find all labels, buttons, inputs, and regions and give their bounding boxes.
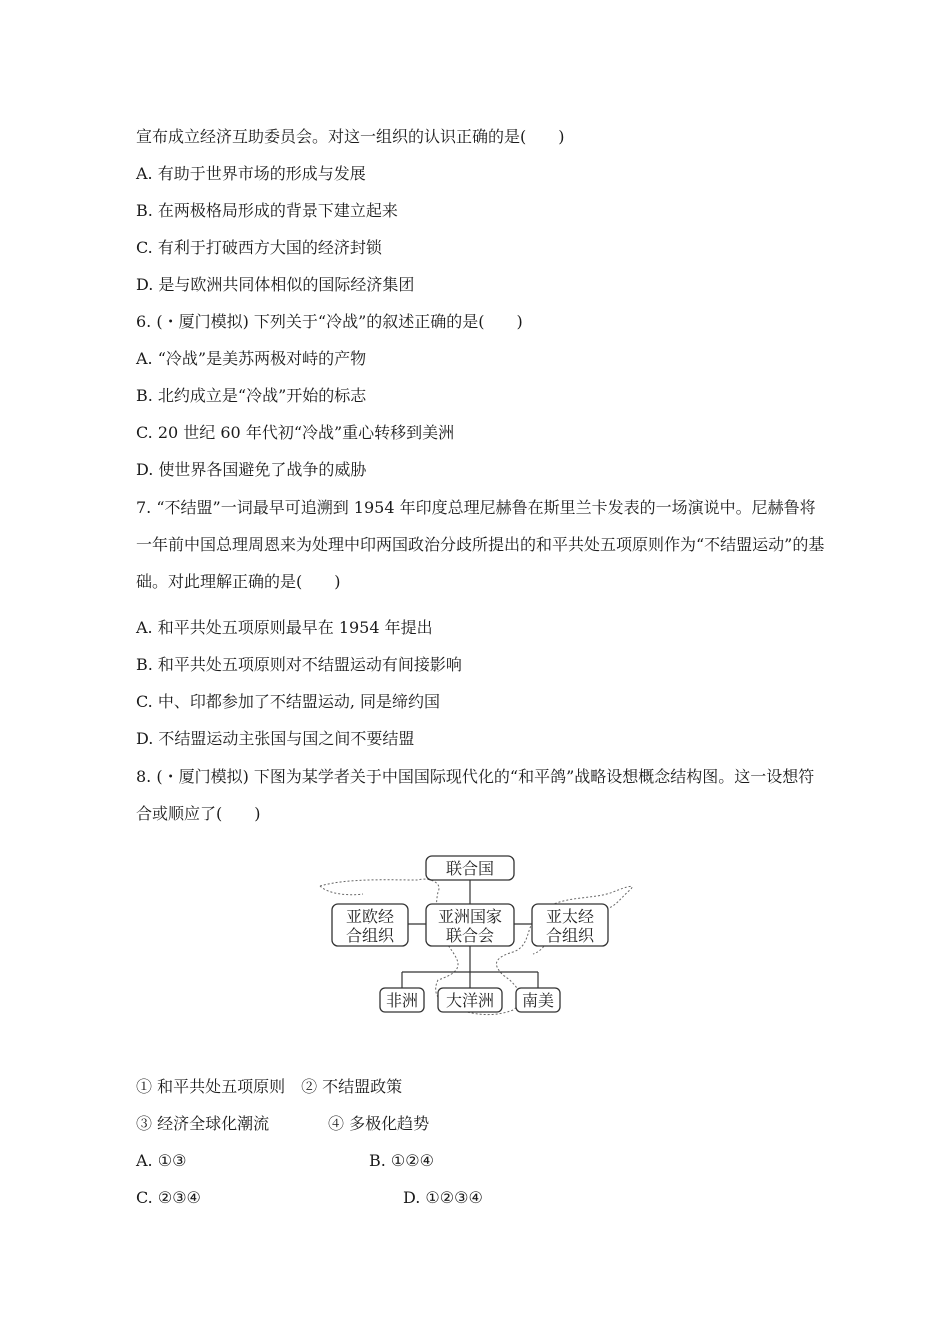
q8-items-line1: ① 和平共处五项原则 ② 不结盟政策 <box>136 1077 403 1096</box>
diagram-oceania: 大洋洲 <box>445 991 495 1010</box>
q7-option-b: B. 和平共处五项原则对不结盟运动有间接影响 <box>136 655 462 674</box>
q7-option-c: C. 中、印都参加了不结盟运动, 同是缔约国 <box>136 692 441 711</box>
q8-option-a: A. ①③ <box>136 1151 187 1170</box>
q6-option-b: B. 北约成立是“冷战”开始的标志 <box>136 386 367 405</box>
q6-option-d: D. 使世界各国避免了战争的威胁 <box>136 460 367 479</box>
q5-option-c: C. 有利于打破西方大国的经济封锁 <box>136 238 382 257</box>
q8-option-b: B. ①②④ <box>369 1151 434 1170</box>
diagram-asem-line1: 亚欧经 <box>345 907 395 926</box>
diagram-africa: 非洲 <box>385 991 419 1010</box>
diagram-apec-line1: 亚太经 <box>545 907 595 926</box>
q6-option-c: C. 20 世纪 60 年代初“冷战”重心转移到美洲 <box>136 423 455 442</box>
q5-option-d: D. 是与欧洲共同体相似的国际经济集团 <box>136 275 415 294</box>
q8-item-3: ③ 经济全球化潮流 <box>136 1114 270 1133</box>
diagram-svg <box>318 850 638 1025</box>
q5-option-b: B. 在两极格局形成的背景下建立起来 <box>136 201 398 220</box>
peace-dove-diagram <box>318 850 638 1025</box>
diagram-asian-union-line1: 亚洲国家 <box>437 907 503 926</box>
q7-option-a: A. 和平共处五项原则最早在 1954 年提出 <box>136 618 433 637</box>
q6-option-a: A. “冷战”是美苏两极对峙的产物 <box>136 349 367 368</box>
q6-stem: 6. (・厦门模拟) 下列关于“冷战”的叙述正确的是( ) <box>136 312 523 331</box>
q8-item-4: ④ 多极化趋势 <box>328 1114 430 1133</box>
q5-stem: 宣布成立经济互助委员会。对这一组织的认识正确的是( ) <box>136 127 565 146</box>
q7-stem: 7. “不结盟”一词最早可追溯到 1954 年印度总理尼赫鲁在斯里兰卡发表的一场演说中。尼赫鲁将一年前中国总理周恩来为处理中印两国政治分歧所提出的和平共处五项原则作为“不结盟运动”的基础。对此理解正确的是( ) <box>136 498 825 591</box>
diagram-south-america: 南美 <box>521 991 555 1010</box>
q5-option-a: A. 有助于世界市场的形成与发展 <box>136 164 366 183</box>
diagram-apec-line2: 合组织 <box>545 926 595 945</box>
diagram-un: 联合国 <box>445 859 495 878</box>
diagram-asian-union-line2: 联合会 <box>445 926 495 945</box>
q7-option-d: D. 不结盟运动主张国与国之间不要结盟 <box>136 729 415 748</box>
q8-option-d: D. ①②③④ <box>403 1188 483 1207</box>
diagram-asem-line2: 合组织 <box>345 926 395 945</box>
q8-option-c: C. ②③④ <box>136 1188 201 1207</box>
q8-stem: 8. (・厦门模拟) 下图为某学者关于中国国际现代化的“和平鸽”战略设想概念结构图。这一设想符合或顺应了( ) <box>136 767 815 823</box>
